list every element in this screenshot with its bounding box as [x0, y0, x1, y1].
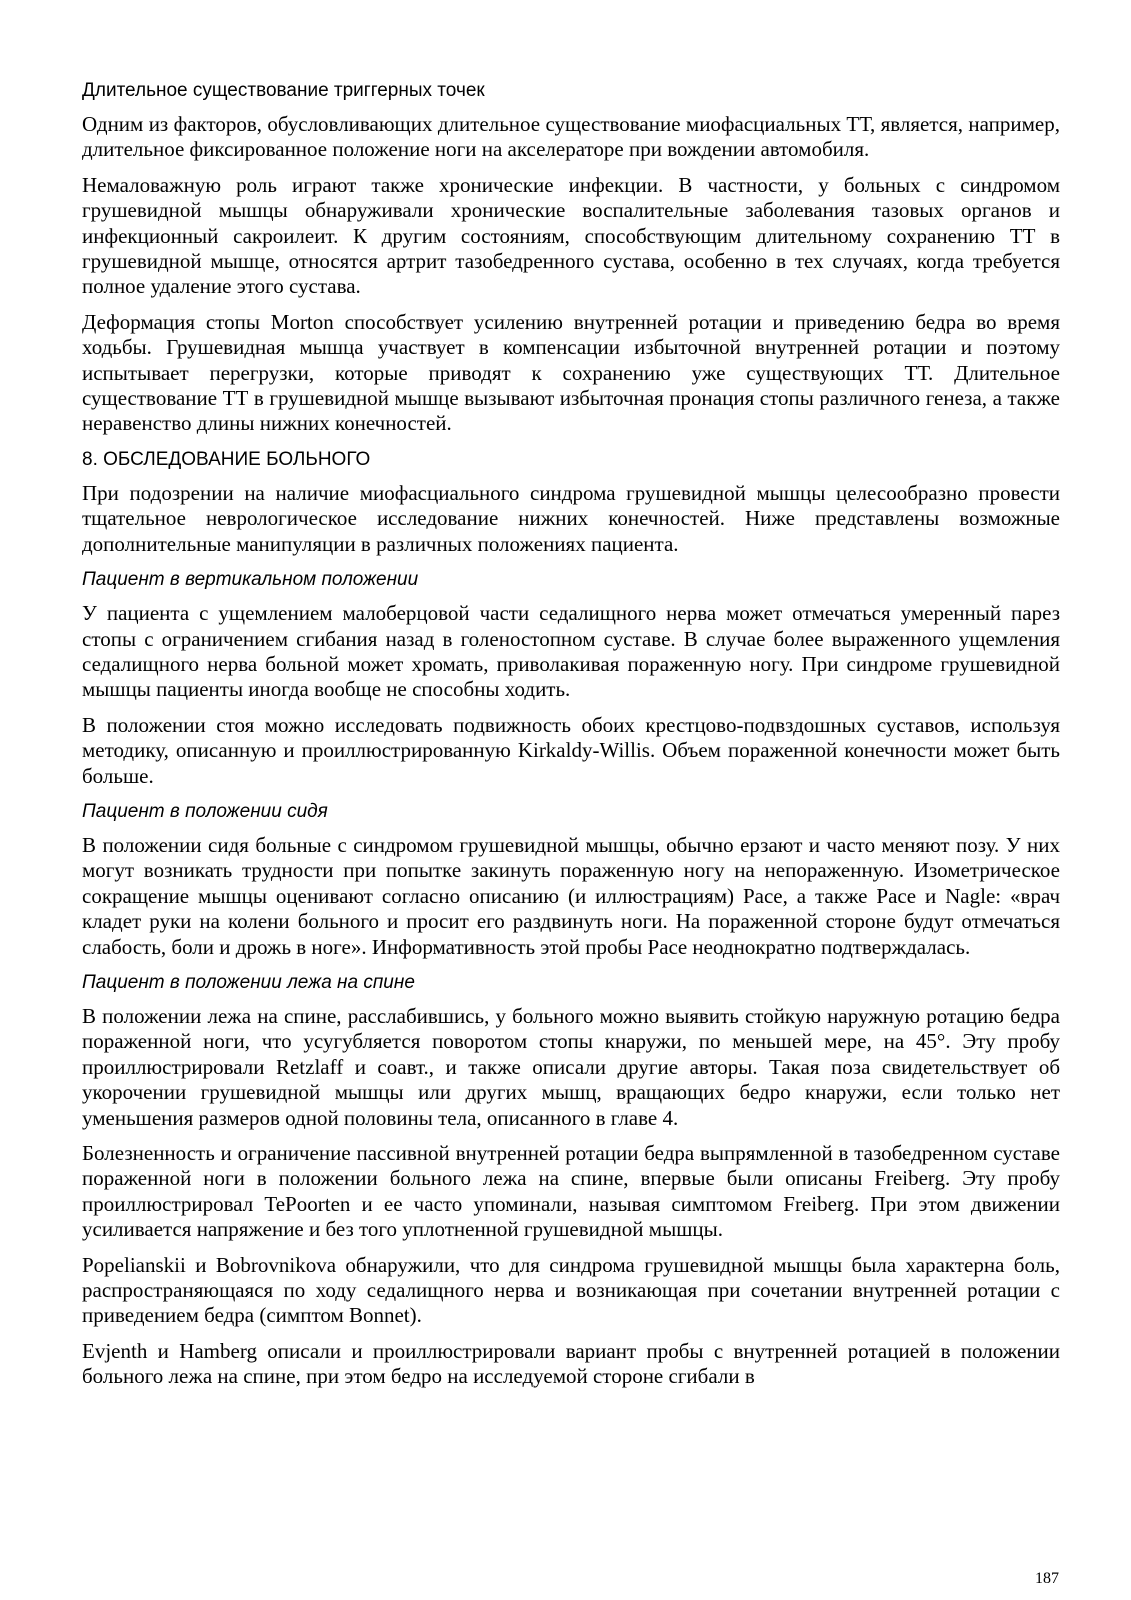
page-number: 187	[1035, 1570, 1059, 1587]
subsection-heading: Пациент в вертикальном положении	[82, 569, 419, 591]
document-page	[82, 78, 1060, 1390]
paragraph: Popelianskii и Bobrovnikova обнаружили, что для синдрома грушевидной мышцы была характерна боль, распространяющаяся по ходу седалищного нерва и возникающая при сочетании внутренней ротации с приведением бедра (симптом Bonnet).	[82, 1252, 1060, 1328]
section-heading: Длительное существование триггерных точек	[82, 80, 485, 101]
subsection-heading: Пациент в положении сидя	[82, 800, 328, 822]
paragraph: Одним из факторов, обусловливающих длительное существование миофасциальных ТТ, является, например, длительное фиксированное положение ноги на акселераторе при вождении автомобиля.	[82, 112, 1060, 162]
paragraph: В положении лежа на спине, расслабившись, у больного можно выявить стойкую наружную ротацию бедра пораженной ноги, что усугубляется поворотом стопы кнаружи, по меньшей мере, на 45°. Эту пробу проиллюстрировали Retzlaff и соавт., и также описали другие авторы. Такая поза свидетельствует об укорочении грушевидной мышцы или других мышц, вращающих бедро кнаружи, если только нет уменьшения размеров одной половины тела, описанного в главе 4.	[82, 1003, 1060, 1130]
paragraph: Деформация стопы Morton способствует усилению внутренней ротации и приведению бедра во время ходьбы. Грушевидная мышца участвует в компенсации избыточной внутренней ротации и поэтому испытывает перегрузки, которые приводят к сохранению уже существующих ТТ. Длительное существование ТТ в грушевидной мышце вызывают избыточная пронация стопы различного генеза, а также неравенство длины нижних конечностей.	[82, 309, 1060, 436]
paragraph: Evjenth и Hamberg описали и проиллюстрировали вариант пробы с внутренней ротацией в положении больного лежа на спине, при этом бедро на исследуемой стороне сгибали в	[82, 1338, 1060, 1389]
paragraph: У пациента с ущемлением малоберцовой части седалищного нерва может отмечаться умеренный парез стопы с ограничением сгибания назад в голеностопном суставе. В случае более выраженного ущемления седалищного нерва больной может хромать, приволакивая пораженную ногу. При синдроме грушевидной мышцы пациенты иногда вообще не способны ходить.	[82, 601, 1060, 702]
paragraph: В положении стоя можно исследовать подвижность обоих крестцово-подвздошных суставов, используя методику, описанную и проиллюстрированную Kirkaldy-Willis. Объем пораженной конечности может быть больше.	[82, 712, 1060, 788]
paragraph: В положении сидя больные с синдромом грушевидной мышцы, обычно ерзают и часто меняют позу. У них могут возникать трудности при попытке закинуть пораженную ногу на непораженную. Изометрическое сокращение мышцы оценивают согласно описанию (и иллюстрациям) Pace, а также Pace и Nagle: «врач кладет руки на колени больного и просит его раздвинуть ноги. На пораженной стороне будут отмечаться слабость, боли и дрожь в ноге». Информативность этой пробы Pace неоднократно подтверждалась.	[82, 832, 1060, 959]
subsection-heading: Пациент в положении лежа на спине	[82, 971, 415, 993]
chapter-heading: 8. ОБСЛЕДОВАНИЕ БОЛЬНОГО	[82, 448, 371, 470]
paragraph: При подозрении на наличие миофасциального синдрома грушевидной мышцы целесообразно провести тщательное неврологическое исследование нижних конечностей. Ниже представлены возможные дополнительные манипуляции в различных положениях пациента.	[82, 480, 1060, 556]
paragraph: Немаловажную роль играют также хронические инфекции. В частности, у больных с синдромом грушевидной мышцы обнаруживали хронические воспалительные заболевания тазовых органов и инфекционный сакроилеит. К другим состояниям, способствующим длительному сохранению ТТ в грушевидной мышце, относятся артрит тазобедренного сустава, особенно в тех случаях, когда требуется полное удаление этого сустава.	[82, 172, 1060, 299]
paragraph: Болезненность и ограничение пассивной внутренней ротации бедра выпрямленной в тазобедренном суставе пораженной ноги в положении больного лежа на спине, впервые были описаны Freiberg. Эту пробу проиллюстрировал TePoorten и ее часто упоминали, называя симптомом Freiberg. При этом движении усиливается напряжение и без того уплотненной грушевидной мышцы.	[82, 1141, 1060, 1242]
